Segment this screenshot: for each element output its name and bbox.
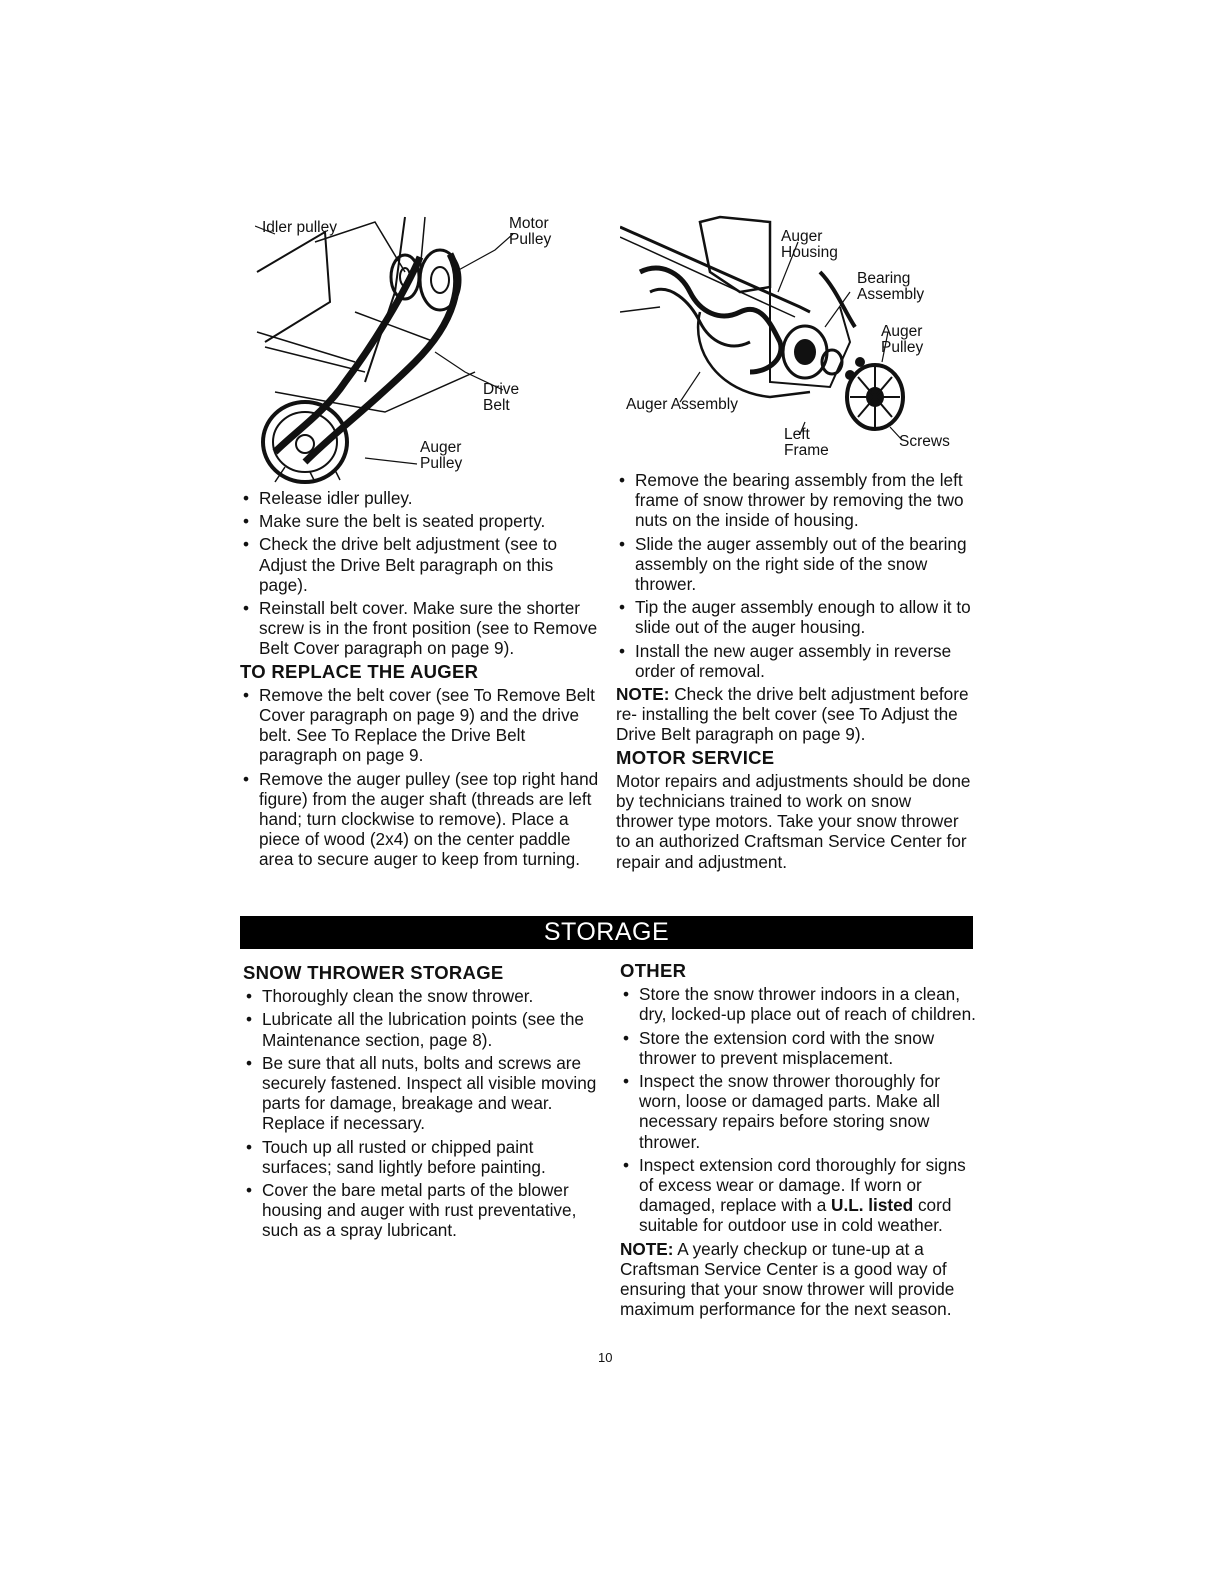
- reinstall-steps-list: [240, 488, 602, 659]
- right-column: [616, 470, 972, 872]
- auger-pulley-label-right: Auger Pulley: [881, 323, 924, 356]
- list-item: • Remove the belt cover (see To Remove Belt Cover paragraph on page 9) and the drive belt. See To Replace the Drive Belt paragraph on page 9.: [240, 685, 602, 766]
- list-item: • Tip the auger assembly enough to allow it to slide out of the auger housing.: [616, 597, 972, 637]
- idler-pulley-label: Idler pulley: [262, 219, 337, 236]
- note-text: Check the drive belt adjustment before re- installing the belt cover (see To Adjust the Drive Belt paragraph on page 9).: [616, 684, 969, 745]
- list-item: • Slide the auger assembly out of the bearing assembly on the right side of the snow thrower.: [616, 534, 972, 595]
- list-item: • Install the new auger assembly in reverse order of removal.: [616, 641, 972, 681]
- auger-assembly-label: Auger Assembly: [626, 396, 738, 413]
- note-text: A yearly checkup or tune-up at a Craftsman Service Center is a good way of ensuring that your snow thrower will provide maximum performance for the next season.: [620, 1238, 955, 1320]
- motor-service-heading: MOTOR SERVICE: [616, 746, 775, 768]
- replace-auger-list: [240, 685, 602, 870]
- ul-listed-text: U.L. listed: [831, 1195, 914, 1216]
- list-item: • Store the snow thrower indoors in a clean, dry, locked-up place out of reach of children.: [620, 984, 976, 1024]
- screws-label: Screws: [899, 433, 950, 450]
- cord-text-a: Inspect extension cord thoroughly for signs of excess wear or damage. If worn or damaged, replace with a: [639, 1154, 966, 1216]
- auger-housing-label: Auger Housing: [781, 228, 838, 261]
- storage-right-column: [620, 958, 976, 1319]
- snow-thrower-storage-heading: SNOW THROWER STORAGE: [243, 962, 504, 983]
- left-frame-label: Left Frame: [784, 426, 829, 459]
- storage-left-column: [243, 960, 605, 1244]
- list-item: • Release idler pulley.: [240, 488, 602, 508]
- list-item: • Remove the bearing assembly from the left frame of snow thrower by removing the two nuts on the inside of housing.: [616, 470, 972, 531]
- left-column: [240, 488, 602, 873]
- belt-drive-figure: [255, 212, 555, 484]
- cord-text-b: cord suitable for outdoor use in cold weather.: [639, 1195, 952, 1236]
- note-label: NOTE:: [620, 1238, 674, 1259]
- list-item: • Touch up all rusted or chipped paint surfaces; sand lightly before painting.: [243, 1137, 605, 1177]
- motor-pulley-label: Motor Pulley: [509, 215, 552, 248]
- list-item: • Be sure that all nuts, bolts and screws are securely fastened. Inspect all visible moving parts for damage, breakage and wear. Replace if necessary.: [243, 1053, 605, 1134]
- belt-note: [616, 684, 972, 745]
- list-item: • Check the drive belt adjustment (see to Adjust the Drive Belt paragraph on this page).: [240, 534, 602, 595]
- storage-section-bar: [240, 916, 973, 949]
- list-item: • Make sure the belt is seated property.: [240, 511, 602, 531]
- other-list: [620, 984, 976, 1235]
- other-heading: OTHER: [620, 960, 687, 981]
- note-label: NOTE:: [616, 684, 670, 705]
- list-item: • Lubricate all the lubrication points (see the Maintenance section, page 8).: [243, 1009, 605, 1049]
- auger-removal-list: [616, 470, 972, 681]
- list-item: • Inspect the snow thrower thoroughly for worn, loose or damaged parts. Make all necessary repairs before storing snow thrower.: [620, 1071, 976, 1152]
- auger-pulley-label-left: Auger Pulley: [420, 439, 463, 472]
- replace-auger-heading: TO REPLACE THE AUGER: [240, 660, 479, 682]
- list-item: • Remove the auger pulley (see top right hand figure) from the auger shaft (threads are left hand; turn clockwise to remove). Place a piece of wood (2x4) on the center paddle area to secure auger to keep from turning.: [240, 769, 602, 870]
- list-item: • Thoroughly clean the snow thrower.: [243, 986, 605, 1006]
- checkup-note: [620, 1239, 976, 1320]
- bearing-assembly-label: Bearing Assembly: [857, 270, 925, 303]
- list-item: • Reinstall belt cover. Make sure the shorter screw is in the front position (see to Remove Belt Cover paragraph on page 9).: [240, 598, 602, 659]
- list-item: [620, 1155, 976, 1236]
- drive-belt-label: Drive Belt: [483, 381, 520, 414]
- motor-service-paragraph: Motor repairs and adjustments should be done by technicians trained to work on snow thrower type motors. Take your snow thrower to an authorized Craftsman Service Center for repair and adjustment.: [616, 770, 971, 872]
- page-number: 10: [598, 1350, 613, 1365]
- list-item: • Store the extension cord with the snow thrower to prevent misplacement.: [620, 1028, 976, 1068]
- storage-title: STORAGE: [543, 918, 670, 946]
- storage-list: [243, 986, 605, 1240]
- list-item: • Cover the bare metal parts of the blower housing and auger with rust preventative, such as a spray lubricant.: [243, 1180, 605, 1241]
